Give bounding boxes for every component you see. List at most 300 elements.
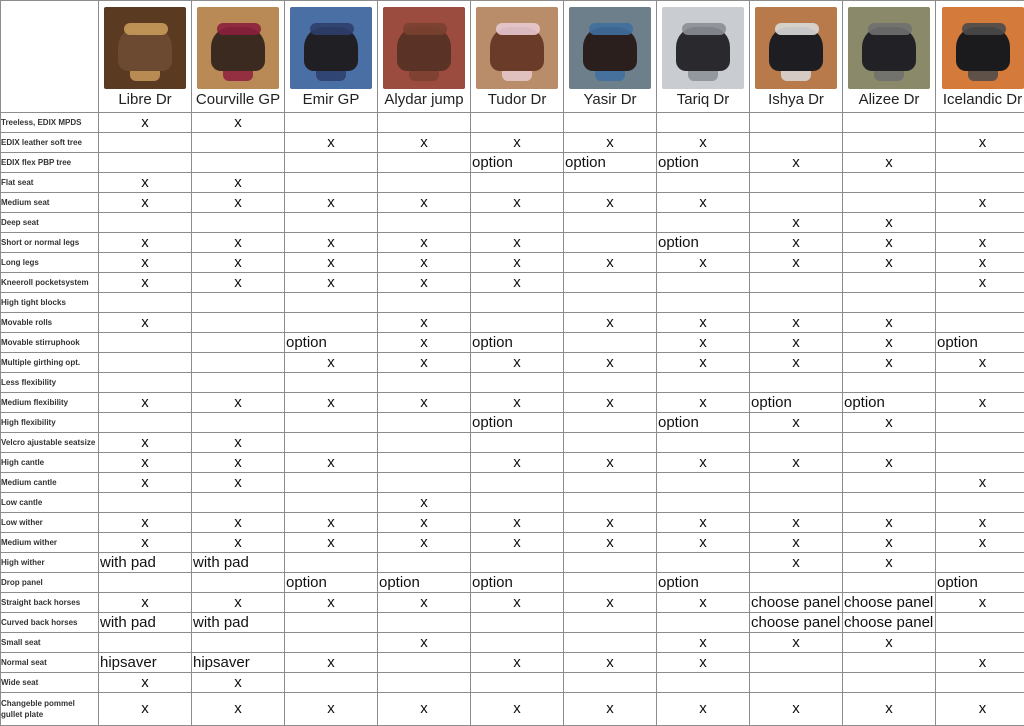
feature-cell: x: [936, 473, 1024, 493]
saddle-photo: [104, 7, 186, 89]
feature-cell: option: [936, 573, 1024, 593]
feature-label: Medium cantle: [1, 473, 99, 493]
header-row: [1, 1, 1024, 113]
feature-cell: [192, 293, 285, 313]
saddle-seat-shape: [217, 23, 261, 35]
feature-cell: x: [471, 453, 564, 473]
feature-cell: x: [843, 233, 936, 253]
feature-cell: [564, 173, 657, 193]
feature-cell: [471, 313, 564, 333]
feature-cell: [750, 133, 843, 153]
feature-cell: [471, 633, 564, 653]
feature-cell: x: [192, 593, 285, 613]
feature-cell: x: [750, 213, 843, 233]
feature-cell: [564, 633, 657, 653]
feature-cell: x: [657, 593, 750, 613]
table-row: [1, 553, 1024, 573]
feature-cell: x: [936, 393, 1024, 413]
saddle-photo: [383, 7, 465, 89]
table-row: [1, 193, 1024, 213]
feature-cell: [657, 213, 750, 233]
feature-cell: [843, 193, 936, 213]
feature-cell: [936, 373, 1024, 393]
feature-cell: x: [564, 453, 657, 473]
feature-cell: x: [936, 273, 1024, 293]
feature-cell: x: [750, 453, 843, 473]
saddle-seat-shape: [310, 23, 354, 35]
feature-cell: [936, 173, 1024, 193]
feature-cell: x: [99, 273, 192, 293]
table-row: [1, 453, 1024, 473]
feature-cell: [99, 373, 192, 393]
feature-cell: x: [657, 353, 750, 373]
feature-cell: x: [285, 193, 378, 213]
corner-cell: [1, 1, 99, 113]
feature-cell: [657, 553, 750, 573]
feature-cell: [285, 633, 378, 653]
feature-cell: [564, 113, 657, 133]
feature-cell: [285, 493, 378, 513]
table-row: [1, 313, 1024, 333]
feature-cell: x: [657, 693, 750, 726]
feature-cell: option: [843, 393, 936, 413]
feature-cell: [471, 673, 564, 693]
feature-cell: [843, 273, 936, 293]
feature-cell: x: [843, 633, 936, 653]
feature-label: Changeble pommel gullet plate: [1, 693, 99, 726]
feature-cell: with pad: [192, 613, 285, 633]
feature-cell: [285, 213, 378, 233]
feature-cell: x: [750, 333, 843, 353]
feature-label: Less flexibility: [1, 373, 99, 393]
feature-cell: x: [657, 133, 750, 153]
feature-cell: x: [285, 513, 378, 533]
feature-cell: option: [750, 393, 843, 413]
feature-cell: [843, 373, 936, 393]
feature-cell: x: [843, 213, 936, 233]
feature-cell: x: [843, 453, 936, 473]
feature-cell: x: [564, 253, 657, 273]
feature-label: Straight back horses: [1, 593, 99, 613]
feature-cell: x: [843, 413, 936, 433]
feature-cell: [192, 353, 285, 373]
saddle-name: Yasir Dr: [583, 91, 637, 108]
feature-cell: x: [285, 233, 378, 253]
feature-cell: [657, 613, 750, 633]
table-row: [1, 213, 1024, 233]
feature-cell: x: [657, 253, 750, 273]
feature-cell: x: [750, 533, 843, 553]
feature-cell: [843, 113, 936, 133]
feature-label: Drop panel: [1, 573, 99, 593]
feature-cell: x: [378, 273, 471, 293]
table-row: [1, 433, 1024, 453]
feature-cell: [843, 673, 936, 693]
table-row: [1, 533, 1024, 553]
feature-cell: x: [99, 173, 192, 193]
feature-cell: [936, 213, 1024, 233]
feature-cell: [285, 413, 378, 433]
feature-cell: with pad: [99, 613, 192, 633]
feature-cell: [471, 433, 564, 453]
feature-cell: x: [750, 353, 843, 373]
saddle-seat-shape: [124, 23, 168, 35]
table-row: [1, 513, 1024, 533]
feature-cell: x: [750, 553, 843, 573]
feature-cell: [192, 213, 285, 233]
feature-label: Kneeroll pocketsystem: [1, 273, 99, 293]
feature-cell: option: [285, 573, 378, 593]
feature-cell: [285, 433, 378, 453]
feature-cell: hipsaver: [99, 653, 192, 673]
saddle-name: Icelandic Dr: [942, 91, 1023, 108]
feature-cell: x: [192, 533, 285, 553]
feature-cell: x: [564, 393, 657, 413]
feature-label: Deep seat: [1, 213, 99, 233]
table-row: [1, 613, 1024, 633]
feature-cell: x: [99, 693, 192, 726]
feature-cell: [564, 293, 657, 313]
feature-label: Flat seat: [1, 173, 99, 193]
feature-cell: [378, 453, 471, 473]
feature-cell: x: [564, 353, 657, 373]
table-row: [1, 173, 1024, 193]
feature-cell: x: [285, 273, 378, 293]
feature-cell: x: [564, 533, 657, 553]
feature-cell: x: [843, 333, 936, 353]
feature-cell: [378, 213, 471, 233]
feature-cell: x: [471, 353, 564, 373]
feature-label: Multiple girthing opt.: [1, 353, 99, 373]
feature-cell: x: [564, 133, 657, 153]
saddle-column-header: [285, 1, 378, 113]
feature-cell: x: [657, 513, 750, 533]
feature-cell: option: [471, 413, 564, 433]
feature-cell: [657, 673, 750, 693]
feature-cell: x: [378, 633, 471, 653]
feature-cell: [843, 293, 936, 313]
feature-cell: x: [99, 533, 192, 553]
feature-cell: x: [936, 353, 1024, 373]
feature-cell: x: [471, 693, 564, 726]
feature-cell: x: [285, 533, 378, 553]
table-row: [1, 253, 1024, 273]
feature-cell: choose panel: [843, 613, 936, 633]
feature-cell: [564, 273, 657, 293]
saddle-photo: [569, 7, 651, 89]
feature-cell: [378, 473, 471, 493]
feature-cell: x: [471, 533, 564, 553]
saddle-column-header: [936, 1, 1024, 113]
feature-cell: [192, 573, 285, 593]
feature-cell: x: [378, 533, 471, 553]
feature-label: High flexibility: [1, 413, 99, 433]
table-row: [1, 593, 1024, 613]
saddle-column-header: [99, 1, 192, 113]
feature-cell: x: [99, 393, 192, 413]
feature-cell: [843, 473, 936, 493]
feature-cell: x: [378, 513, 471, 533]
feature-cell: [936, 453, 1024, 473]
feature-cell: x: [99, 313, 192, 333]
feature-cell: x: [471, 253, 564, 273]
saddle-name: Tariq Dr: [676, 91, 730, 108]
feature-cell: [564, 473, 657, 493]
table-row: [1, 153, 1024, 173]
feature-cell: x: [378, 133, 471, 153]
feature-cell: [192, 153, 285, 173]
feature-cell: [657, 173, 750, 193]
table-row: [1, 353, 1024, 373]
feature-cell: [750, 673, 843, 693]
feature-cell: x: [285, 253, 378, 273]
feature-cell: [471, 613, 564, 633]
feature-cell: x: [657, 653, 750, 673]
feature-cell: x: [936, 233, 1024, 253]
feature-cell: [99, 353, 192, 373]
saddle-seat-shape: [403, 23, 447, 35]
table-row: [1, 653, 1024, 673]
feature-cell: x: [471, 393, 564, 413]
feature-cell: [750, 653, 843, 673]
feature-cell: x: [750, 513, 843, 533]
feature-cell: [936, 553, 1024, 573]
feature-cell: [657, 373, 750, 393]
feature-cell: x: [843, 353, 936, 373]
feature-cell: x: [564, 193, 657, 213]
feature-cell: [192, 333, 285, 353]
feature-cell: x: [99, 433, 192, 453]
feature-cell: x: [99, 593, 192, 613]
saddle-seat-shape: [775, 23, 819, 35]
feature-cell: x: [750, 413, 843, 433]
feature-cell: [936, 153, 1024, 173]
feature-cell: option: [657, 573, 750, 593]
feature-cell: [192, 493, 285, 513]
feature-cell: x: [471, 653, 564, 673]
feature-cell: x: [192, 113, 285, 133]
feature-cell: x: [378, 253, 471, 273]
feature-cell: option: [471, 573, 564, 593]
saddle-column-header: [657, 1, 750, 113]
table-row: [1, 473, 1024, 493]
saddle-name: Alydar jump: [384, 91, 464, 108]
feature-cell: x: [471, 193, 564, 213]
feature-cell: [378, 153, 471, 173]
feature-cell: x: [471, 233, 564, 253]
feature-cell: option: [657, 413, 750, 433]
saddle-column-header: [843, 1, 936, 113]
feature-cell: x: [657, 193, 750, 213]
feature-cell: choose panel: [750, 613, 843, 633]
feature-cell: x: [99, 113, 192, 133]
feature-cell: [99, 213, 192, 233]
feature-cell: [843, 573, 936, 593]
feature-cell: [192, 633, 285, 653]
feature-cell: [657, 293, 750, 313]
feature-cell: [657, 473, 750, 493]
feature-cell: option: [471, 153, 564, 173]
saddle-name: Emir GP: [302, 91, 360, 108]
feature-cell: [936, 413, 1024, 433]
table-row: [1, 633, 1024, 653]
feature-cell: [99, 153, 192, 173]
feature-cell: [750, 193, 843, 213]
feature-cell: [285, 673, 378, 693]
feature-cell: x: [378, 313, 471, 333]
table-row: [1, 113, 1024, 133]
feature-cell: [564, 213, 657, 233]
feature-cell: x: [99, 253, 192, 273]
feature-cell: x: [99, 513, 192, 533]
feature-cell: [843, 653, 936, 673]
feature-label: Curved back horses: [1, 613, 99, 633]
feature-label: Small seat: [1, 633, 99, 653]
feature-label: Wide seat: [1, 673, 99, 693]
feature-cell: [285, 613, 378, 633]
saddle-photo: [197, 7, 279, 89]
feature-cell: [657, 273, 750, 293]
feature-cell: x: [285, 133, 378, 153]
feature-cell: [99, 133, 192, 153]
feature-cell: [378, 553, 471, 573]
feature-cell: x: [471, 513, 564, 533]
table-row: [1, 273, 1024, 293]
feature-cell: [99, 293, 192, 313]
feature-cell: [936, 673, 1024, 693]
feature-cell: x: [192, 233, 285, 253]
feature-cell: x: [192, 693, 285, 726]
feature-cell: option: [378, 573, 471, 593]
feature-cell: [657, 433, 750, 453]
table-row: [1, 373, 1024, 393]
feature-cell: [471, 213, 564, 233]
feature-cell: [564, 373, 657, 393]
feature-cell: [750, 573, 843, 593]
saddle-column-header: [750, 1, 843, 113]
feature-cell: [99, 493, 192, 513]
feature-cell: option: [471, 333, 564, 353]
saddle-photo: [942, 7, 1024, 89]
feature-label: Movable stirruphook: [1, 333, 99, 353]
feature-cell: [564, 413, 657, 433]
feature-cell: x: [750, 253, 843, 273]
feature-cell: x: [936, 653, 1024, 673]
feature-cell: x: [657, 453, 750, 473]
table-row: [1, 673, 1024, 693]
feature-cell: x: [750, 313, 843, 333]
feature-cell: x: [564, 313, 657, 333]
feature-cell: [99, 633, 192, 653]
feature-cell: with pad: [99, 553, 192, 573]
feature-cell: [657, 113, 750, 133]
feature-cell: x: [564, 693, 657, 726]
feature-label: Low wither: [1, 513, 99, 533]
feature-label: Movable rolls: [1, 313, 99, 333]
feature-cell: x: [936, 133, 1024, 153]
feature-cell: [285, 313, 378, 333]
feature-cell: x: [192, 453, 285, 473]
feature-cell: x: [843, 253, 936, 273]
feature-cell: option: [564, 153, 657, 173]
feature-cell: [750, 273, 843, 293]
feature-cell: x: [192, 273, 285, 293]
feature-cell: [564, 433, 657, 453]
feature-cell: x: [192, 193, 285, 213]
feature-cell: x: [192, 673, 285, 693]
feature-cell: [285, 373, 378, 393]
feature-cell: [471, 113, 564, 133]
feature-cell: [285, 153, 378, 173]
feature-cell: x: [936, 533, 1024, 553]
saddle-photo: [476, 7, 558, 89]
feature-cell: [192, 133, 285, 153]
feature-cell: [378, 173, 471, 193]
saddle-name: Libre Dr: [118, 91, 172, 108]
saddle-name: Alizee Dr: [858, 91, 920, 108]
feature-label: Medium wither: [1, 533, 99, 553]
feature-label: Normal seat: [1, 653, 99, 673]
saddle-seat-shape: [496, 23, 540, 35]
feature-label: Medium seat: [1, 193, 99, 213]
feature-label: EDIX flex PBP tree: [1, 153, 99, 173]
table-row: [1, 133, 1024, 153]
feature-cell: x: [843, 513, 936, 533]
feature-label: Short or normal legs: [1, 233, 99, 253]
feature-cell: [564, 233, 657, 253]
feature-cell: with pad: [192, 553, 285, 573]
feature-cell: [378, 113, 471, 133]
feature-cell: [843, 173, 936, 193]
table-row: [1, 233, 1024, 253]
feature-cell: x: [657, 533, 750, 553]
feature-cell: x: [99, 673, 192, 693]
feature-cell: x: [192, 173, 285, 193]
feature-cell: [843, 493, 936, 513]
feature-cell: choose panel: [843, 593, 936, 613]
feature-cell: [378, 413, 471, 433]
saddle-column-header: [378, 1, 471, 113]
feature-cell: [564, 553, 657, 573]
saddle-seat-shape: [589, 23, 633, 35]
feature-cell: x: [843, 533, 936, 553]
feature-label: Long legs: [1, 253, 99, 273]
feature-cell: x: [192, 253, 285, 273]
feature-cell: [471, 553, 564, 573]
feature-cell: [750, 473, 843, 493]
feature-cell: [564, 573, 657, 593]
feature-cell: x: [564, 513, 657, 533]
feature-cell: x: [657, 633, 750, 653]
feature-cell: [564, 493, 657, 513]
feature-cell: x: [285, 693, 378, 726]
feature-cell: [657, 493, 750, 513]
feature-cell: [378, 293, 471, 313]
feature-cell: [378, 373, 471, 393]
feature-cell: x: [99, 473, 192, 493]
feature-cell: x: [378, 593, 471, 613]
feature-cell: x: [843, 553, 936, 573]
feature-label: Velcro ajustable seatsize: [1, 433, 99, 453]
feature-cell: x: [471, 133, 564, 153]
feature-cell: x: [471, 593, 564, 613]
feature-label: Medium flexibility: [1, 393, 99, 413]
feature-cell: [750, 293, 843, 313]
feature-cell: x: [192, 473, 285, 493]
table-row: [1, 293, 1024, 313]
saddle-name: Tudor Dr: [487, 91, 547, 108]
feature-cell: [936, 613, 1024, 633]
